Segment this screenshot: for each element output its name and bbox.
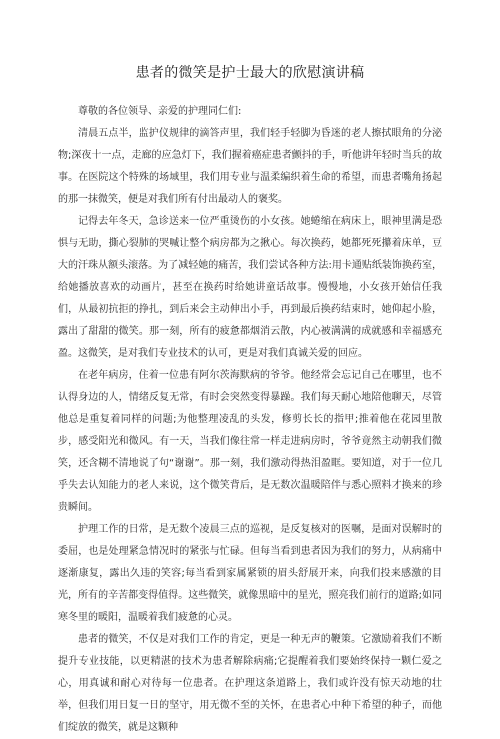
paragraph: 护理工作的日常，是无数个凌晨三点的巡视，是反复核对的医嘱，是面对误解时的委屈，也是处理紧急情况时的紧张与忙碌。但每当看到患者因为我们的努力，从病痛中逐渐康复，露出久违的笑容;每当看到家属紧锁的眉头舒展开来，向我们投来感激的目光，所有的辛苦都变得值得。这些微笑，就像黑暗中的星光，照亮我们前行的道路;如同寒冬里的暖阳，温暖着我们疲惫的心灵。 [58,524,442,623]
paragraph: 记得去年冬天，急诊送来一位严重烫伤的小女孩。她蜷缩在病床上，眼神里满是恐惧与无助，撕心裂肺的哭喊让整个病房都为之揪心。每次换药，她都死死攥着床单，豆大的汗珠从额头滚落。为了减轻她的痛苦，我们尝试各种方法:用卡通贴纸装饰换药室，给她播放喜欢的动画片，甚至在换药时给她讲童话故事。慢慢地，小女孩开始信任我们，从最初抗拒的挣扎，到后来会主动伸出小手，再到最后换药结束时，她仰起小脸，露出了甜甜的微笑。那一刻，所有的疲惫都烟消云散，内心被满满的成就感和幸福感充盈。这微笑，是对我们专业技术的认可，更是对我们真诚关爱的回应。 [58,216,442,359]
paragraph: 患者的微笑，不仅是对我们工作的肯定，更是一种无声的鞭策。它激励着我们不断提升专业技能，以更精湛的技术为患者解除病痛;它提醒着我们要始终保持一颗仁爱之心，用真诚和耐心对待每一位患者。在护理这条道路上，我们或许没有惊天动地的壮举，但我们用日复一日的坚守，用无微不至的关怀，在患者心中种下希望的种子，而他们绽放的微笑，就是这颗种 [58,634,442,733]
paragraph: 清晨五点半，监护仪规律的滴答声里，我们轻手轻脚为昏迷的老人擦拭眼角的分泌物;深夜十一点，走廊的应急灯下，我们握着癌症患者颤抖的手，听他讲年轻时当兵的故事。在医院这个特殊的场域里，我们用专业与温柔编织着生命的希望，而患者嘴角扬起的那一抹微笑，便是对我们所有付出最动人的褒奖。 [58,128,442,205]
paragraph: 在老年病房，住着一位患有阿尔茨海默病的爷爷。他经常会忘记自己在哪里，也不认得身边的人，情绪反复无常，有时会突然变得暴躁。我们每天耐心地陪他聊天，尽管他总是重复着同样的问题;为他整理凌乱的头发，修剪长长的指甲;推着他在花园里散步，感受阳光和微风。有一天，当我们像往常一样走进病房时，爷爷竟然主动朝我们微笑，还含糊不清地说了句“谢谢”。那一刻，我们激动得热泪盈眶。要知道，对于一位几乎失去认知能力的老人来说，这个微笑背后，是无数次温暖陪伴与悉心照料才换来的珍贵瞬间。 [58,370,442,513]
document-title: 患者的微笑是护士最大的欣慰演讲稿 [135,65,365,81]
salutation: 尊敬的各位领导、亲爱的护理同仁们: [78,106,242,117]
